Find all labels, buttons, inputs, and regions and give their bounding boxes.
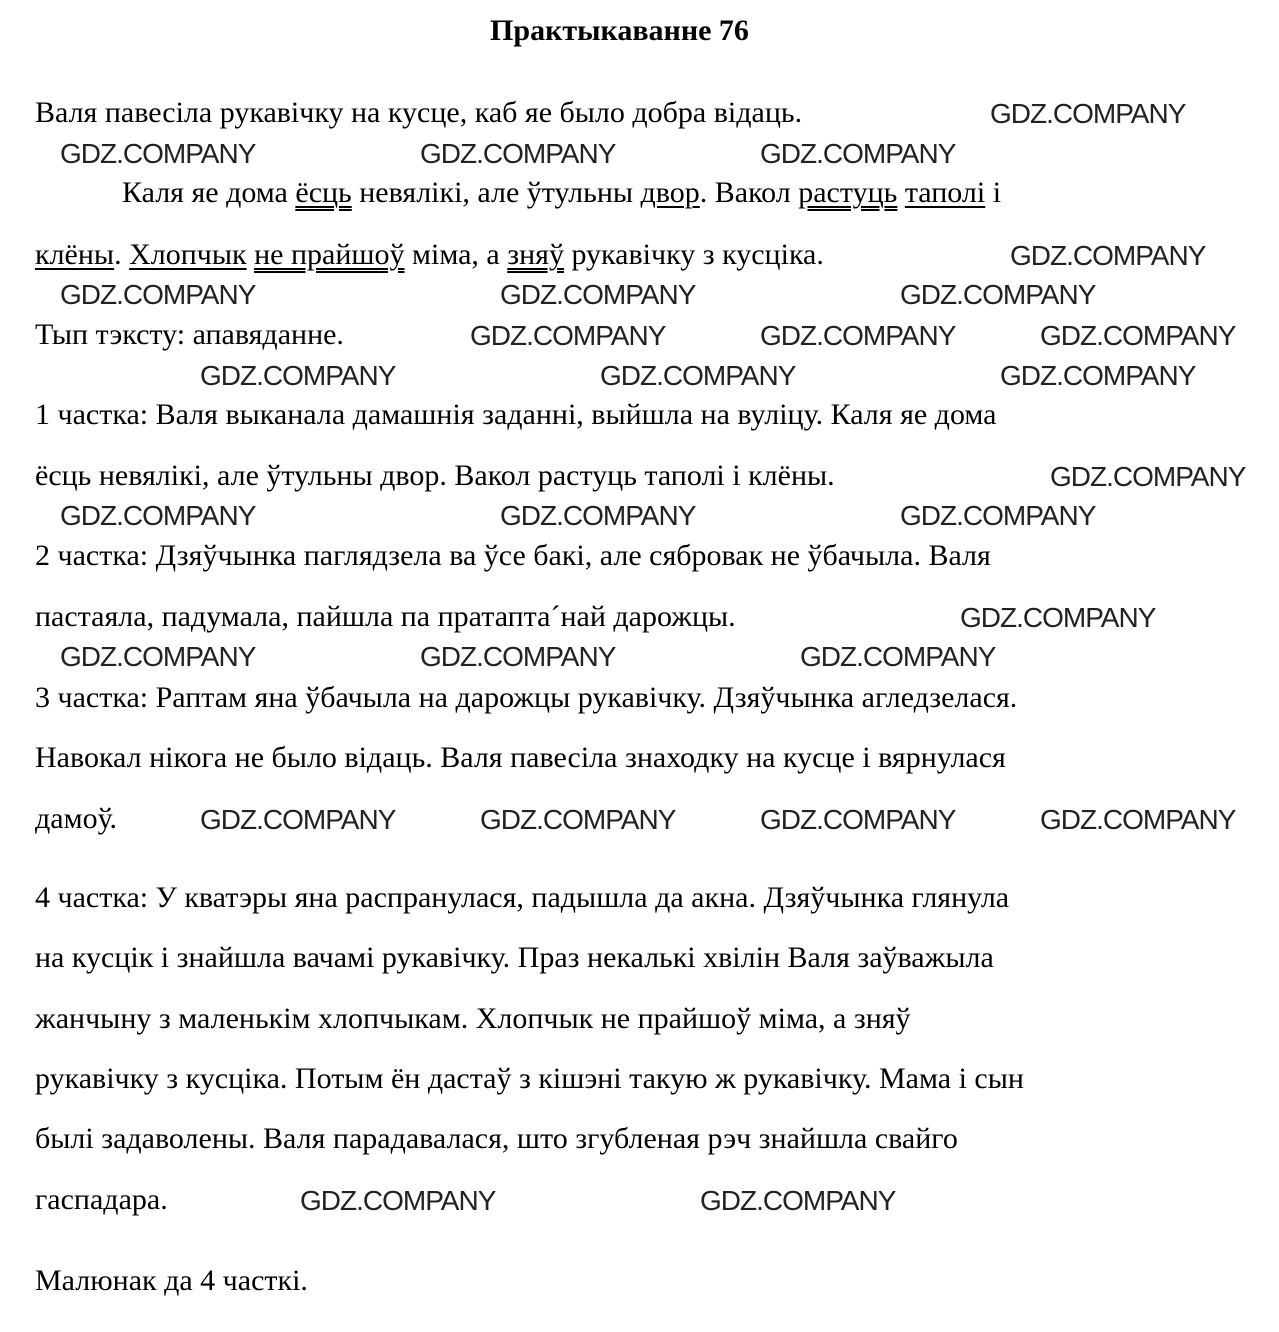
part-1-line: 1 частка: Валя выканала дамашнія заданні, выйшла на вуліцу. Каля яе дома bbox=[35, 398, 997, 431]
watermark: GDZ.COMPANY bbox=[760, 138, 956, 169]
predicate: ёсць bbox=[295, 176, 352, 209]
text: невялікі, але ўтульны bbox=[351, 176, 641, 209]
text: . Вакол bbox=[699, 176, 799, 209]
text: Каля яе дома bbox=[122, 176, 296, 209]
watermark: GDZ.COMPANY bbox=[760, 804, 956, 835]
page-title: Практыкаванне 76 bbox=[490, 14, 749, 47]
part-3-line: дамоў. bbox=[35, 802, 118, 835]
watermark: GDZ.COMPANY bbox=[420, 641, 616, 672]
predicate: растуць bbox=[798, 176, 898, 209]
analysed-line-2 bbox=[35, 238, 824, 273]
watermark: GDZ.COMPANY bbox=[900, 279, 1096, 310]
text: . bbox=[114, 238, 130, 271]
analysed-line-1 bbox=[122, 176, 1001, 211]
watermark: GDZ.COMPANY bbox=[500, 279, 696, 310]
watermark: GDZ.COMPANY bbox=[60, 138, 256, 169]
intro-sentence: Валя павесіла рукавічку на кусце, каб яе было добра відаць. bbox=[35, 96, 803, 129]
watermark: GDZ.COMPANY bbox=[900, 500, 1096, 531]
watermark: GDZ.COMPANY bbox=[760, 320, 956, 351]
subject: двор bbox=[640, 176, 700, 209]
watermark: GDZ.COMPANY bbox=[1040, 320, 1236, 351]
watermark: GDZ.COMPANY bbox=[200, 360, 396, 391]
watermark: GDZ.COMPANY bbox=[200, 804, 396, 835]
watermark: GDZ.COMPANY bbox=[60, 279, 256, 310]
part-3-line: Навокал нікога не было відаць. Валя павесіла знаходку на кусце і вярнулася bbox=[35, 741, 1006, 774]
watermark: GDZ.COMPANY bbox=[1050, 461, 1246, 492]
part-2-line: пастаяла, падумала, пайшла па пратапта´най дарожцы. bbox=[35, 600, 736, 633]
watermark: GDZ.COMPANY bbox=[700, 1185, 896, 1216]
part-4-line: рукавічку з кусціка. Потым ён дастаў з кішэні такую ж рукавічку. Мама і сын bbox=[35, 1062, 1024, 1095]
watermark: GDZ.COMPANY bbox=[990, 98, 1186, 129]
drawing-caption: Малюнак да 4 часткі. bbox=[35, 1264, 308, 1297]
text: і bbox=[985, 176, 1002, 209]
subject: клёны bbox=[35, 238, 115, 271]
watermark: GDZ.COMPANY bbox=[60, 641, 256, 672]
text bbox=[247, 238, 255, 271]
watermark: GDZ.COMPANY bbox=[1000, 360, 1196, 391]
watermark: GDZ.COMPANY bbox=[470, 320, 666, 351]
watermark: GDZ.COMPANY bbox=[420, 138, 616, 169]
watermark: GDZ.COMPANY bbox=[800, 641, 996, 672]
watermark: GDZ.COMPANY bbox=[1010, 240, 1206, 271]
text: міма, а bbox=[404, 238, 508, 271]
watermark: GDZ.COMPANY bbox=[60, 500, 256, 531]
part-3-line: 3 частка: Раптам яна ўбачыла на дарожцы рукавічку. Дзяўчынка агледзелася. bbox=[35, 681, 1018, 714]
watermark: GDZ.COMPANY bbox=[480, 804, 676, 835]
part-1-line: ёсць невялікі, але ўтульны двор. Вакол растуць таполі і клёны. bbox=[35, 459, 835, 492]
watermark: GDZ.COMPANY bbox=[1040, 804, 1236, 835]
watermark: GDZ.COMPANY bbox=[960, 602, 1156, 633]
subject: Хлопчык bbox=[129, 238, 247, 271]
part-4-line: жанчыну з маленькім хлопчыкам. Хлопчык не прайшоў міма, а зняў bbox=[35, 1002, 911, 1035]
watermark: GDZ.COMPANY bbox=[500, 500, 696, 531]
text-type: Тып тэксту: апавяданне. bbox=[35, 318, 344, 351]
part-2-line: 2 частка: Дзяўчынка паглядзела ва ўсе бакі, але сябровак не ўбачыла. Валя bbox=[35, 539, 991, 572]
watermark: GDZ.COMPANY bbox=[300, 1185, 496, 1216]
part-4-line: былі задаволены. Валя парадавалася, што згубленая рэч знайшла свайго bbox=[35, 1122, 958, 1155]
part-4-line: на кусцік і знайшла вачамі рукавічку. Праз некалькі хвілін Валя заўважыла bbox=[35, 941, 994, 974]
subject: таполі bbox=[904, 176, 986, 209]
predicate: не прайшоў bbox=[254, 238, 405, 271]
part-4-line: гаспадара. bbox=[35, 1183, 168, 1216]
predicate: зняў bbox=[507, 238, 564, 271]
text: рукавічку з кусціка. bbox=[563, 238, 824, 271]
text bbox=[897, 176, 905, 209]
watermark: GDZ.COMPANY bbox=[600, 360, 796, 391]
part-4-line: 4 частка: У кватэры яна распранулася, падышла да акна. Дзяўчынка глянула bbox=[35, 881, 1010, 914]
